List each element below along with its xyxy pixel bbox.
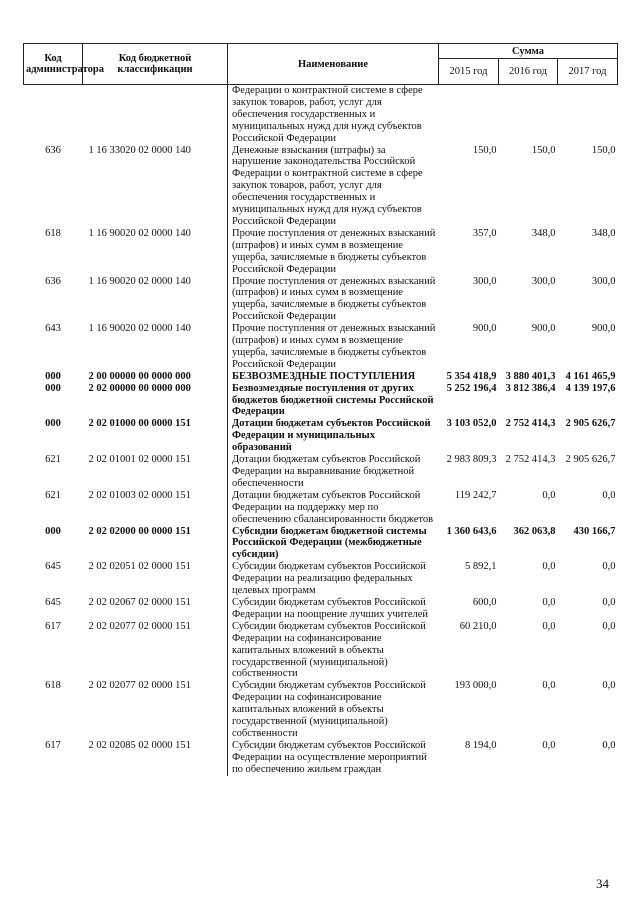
amount-2016-cell: 150,0 <box>531 144 556 156</box>
table-row <box>24 621 618 681</box>
amount-2015-cell: 357,0 <box>472 227 497 239</box>
amount-2017-cell: 0,0 <box>602 596 616 608</box>
amount-2015-cell: 5 252 196,4 <box>446 382 497 394</box>
table-row <box>24 383 618 419</box>
name-cell: Субсидии бюджетам субъектов Российской Федерации на поощрение лучших учителей <box>228 597 439 621</box>
header-year-2017: 2017 год <box>558 59 618 85</box>
admin-code-cell: 645 <box>45 596 61 608</box>
amount-2017-cell: 430 166,7 <box>573 525 616 537</box>
table-row <box>24 597 618 621</box>
name-cell: Дотации бюджетам субъектов Российской Федерации на выравнивание бюджетной обеспеченности <box>228 454 439 490</box>
name-cell: Безвозмездные поступления от других бюджетов бюджетной системы Российской Федерации <box>228 383 439 419</box>
admin-code-cell: 617 <box>45 620 61 632</box>
budget-code-cell: 2 02 02000 00 0000 151 <box>88 525 191 537</box>
amount-2016-cell: 0,0 <box>542 561 556 573</box>
table-row <box>24 228 618 276</box>
admin-code-cell: 000 <box>45 525 61 537</box>
header-admin-code: Код администратора <box>24 44 83 85</box>
amount-2015-cell: 119 242,7 <box>454 489 497 501</box>
table-row <box>24 418 618 454</box>
amount-2015-cell: 5 354 418,9 <box>446 370 497 382</box>
header-sum: Сумма <box>439 44 618 59</box>
budget-code-cell: 2 02 02085 02 0000 151 <box>88 739 191 751</box>
name-cell: Субсидии бюджетам субъектов Российской Федерации на реализацию федеральных целевых программ <box>228 561 439 597</box>
admin-code-cell: 000 <box>45 370 61 382</box>
table-body <box>24 85 618 776</box>
table-row <box>24 526 618 562</box>
name-cell: Федерации о контрактной системе в сфере закупок товаров, работ, услуг для обеспечения государственных и муниципальных нужд для нужд субъектов Российской Федерации <box>228 85 439 145</box>
admin-code-cell: 643 <box>45 323 61 335</box>
amount-2016-cell: 3 880 401,3 <box>505 370 556 382</box>
amount-2016-cell: 0,0 <box>542 596 556 608</box>
header-name: Наименование <box>228 44 439 85</box>
page-number: 34 <box>596 876 609 891</box>
name-cell: Дотации бюджетам субъектов Российской Федерации на поддержку мер по обеспечению сбалансированности бюджетов <box>228 490 439 526</box>
amount-2016-cell: 362 063,8 <box>513 525 556 537</box>
admin-code-cell <box>24 85 83 145</box>
amount-2015-cell: 3 103 052,0 <box>446 418 497 430</box>
admin-code-cell: 645 <box>45 561 61 573</box>
name-cell: Прочие поступления от денежных взысканий (штрафов) и иных сумм в возмещение ущерба, зачисляемые в бюджеты субъектов Российской Федерации <box>228 228 439 276</box>
amount-2015-cell <box>439 85 499 145</box>
amount-2015-cell: 300,0 <box>472 275 497 287</box>
amount-2015-cell: 900,0 <box>472 323 497 335</box>
budget-code-cell: 2 00 00000 00 0000 000 <box>88 370 191 382</box>
amount-2017-cell: 2 905 626,7 <box>565 454 616 466</box>
admin-code-cell: 636 <box>45 144 61 156</box>
amount-2016-cell: 2 752 414,3 <box>505 454 556 466</box>
amount-2017-cell: 0,0 <box>602 680 616 692</box>
name-cell: Субсидии бюджетам субъектов Российской Федерации на софинансирование капитальных вложений в объекты государственной (муниципальной) собственности <box>228 680 439 740</box>
table-row <box>24 490 618 526</box>
budget-code-cell: 2 02 02077 02 0000 151 <box>88 680 191 692</box>
budget-code-cell: 2 02 01000 00 0000 151 <box>88 418 191 430</box>
budget-code-cell: 2 02 02067 02 0000 151 <box>88 596 191 608</box>
amount-2016-cell: 0,0 <box>542 489 556 501</box>
amount-2017-cell: 150,0 <box>591 144 616 156</box>
header-year-2015: 2015 год <box>439 59 499 85</box>
table-row <box>24 454 618 490</box>
amount-2017-cell: 4 161 465,9 <box>565 370 616 382</box>
amount-2017-cell: 0,0 <box>602 739 616 751</box>
admin-code-cell: 618 <box>45 680 61 692</box>
budget-code-cell: 1 16 33020 02 0000 140 <box>88 144 191 156</box>
amount-2017-cell: 2 905 626,7 <box>565 418 616 430</box>
amount-2017-cell: 4 139 197,6 <box>565 382 616 394</box>
admin-code-cell: 000 <box>45 382 61 394</box>
amount-2017-cell: 348,0 <box>591 227 616 239</box>
amount-2015-cell: 8 194,0 <box>465 739 497 751</box>
name-cell: Прочие поступления от денежных взысканий (штрафов) и иных сумм в возмещение ущерба, зачисляемые в бюджеты субъектов Российской Федерации <box>228 276 439 324</box>
table-row <box>24 371 618 383</box>
name-cell: Субсидии бюджетам субъектов Российской Федерации на осуществление мероприятий по обеспечению жильем граждан <box>228 740 439 776</box>
amount-2016-cell: 0,0 <box>542 739 556 751</box>
amount-2015-cell: 60 210,0 <box>459 620 497 632</box>
amount-2015-cell: 1 360 643,6 <box>446 525 497 537</box>
table-row <box>24 85 618 145</box>
budget-code-cell: 2 02 01001 02 0000 151 <box>88 454 191 466</box>
budget-code-cell: 1 16 90020 02 0000 140 <box>88 323 191 335</box>
name-cell: Прочие поступления от денежных взысканий (штрафов) и иных сумм в возмещение ущерба, зачисляемые в бюджеты субъектов Российской Федерации <box>228 323 439 371</box>
table-row <box>24 740 618 776</box>
table-row <box>24 145 618 228</box>
amount-2017-cell: 900,0 <box>591 323 616 335</box>
name-cell: Денежные взыскания (штрафы) за нарушение законодательства Российской Федерации о контрактной системе в сфере закупок товаров, работ, услуг для обеспечения государственных и муниципальных нужд для нужд субъектов Российской Федерации <box>228 145 439 228</box>
name-cell: БЕЗВОЗМЕЗДНЫЕ ПОСТУПЛЕНИЯ <box>228 371 439 383</box>
header-budget-code: Код бюджетной классификации <box>83 44 228 85</box>
admin-code-cell: 621 <box>45 454 61 466</box>
amount-2017-cell: 300,0 <box>591 275 616 287</box>
amount-2016-cell: 0,0 <box>542 620 556 632</box>
budget-code-cell: 2 02 02051 02 0000 151 <box>88 561 191 573</box>
admin-code-cell: 636 <box>45 275 61 287</box>
budget-code-cell <box>83 85 228 145</box>
budget-code-cell: 1 16 90020 02 0000 140 <box>88 227 191 239</box>
amount-2015-cell: 2 983 809,3 <box>446 454 497 466</box>
amount-2016-cell: 300,0 <box>531 275 556 287</box>
amount-2015-cell: 600,0 <box>472 596 497 608</box>
amount-2016-cell <box>499 85 558 145</box>
amount-2017-cell <box>558 85 618 145</box>
amount-2016-cell: 900,0 <box>531 323 556 335</box>
header-year-2016: 2016 год <box>499 59 558 85</box>
document-page <box>23 43 617 776</box>
name-cell: Субсидии бюджетам бюджетной системы Российской Федерации (межбюджетные субсидии) <box>228 526 439 562</box>
amount-2017-cell: 0,0 <box>602 561 616 573</box>
amount-2016-cell: 3 812 386,4 <box>505 382 556 394</box>
amount-2017-cell: 0,0 <box>602 489 616 501</box>
admin-code-cell: 618 <box>45 227 61 239</box>
table-header <box>24 44 618 85</box>
table-row <box>24 323 618 371</box>
table-row <box>24 680 618 740</box>
table-row <box>24 561 618 597</box>
amount-2016-cell: 0,0 <box>542 680 556 692</box>
admin-code-cell: 621 <box>45 489 61 501</box>
amount-2017-cell: 0,0 <box>602 620 616 632</box>
amount-2016-cell: 348,0 <box>531 227 556 239</box>
amount-2015-cell: 5 892,1 <box>465 561 497 573</box>
table-row <box>24 276 618 324</box>
budget-revenue-table <box>23 43 618 776</box>
name-cell: Субсидии бюджетам субъектов Российской Федерации на софинансирование капитальных вложений в объекты государственной (муниципальной) собственности <box>228 621 439 681</box>
budget-code-cell: 2 02 01003 02 0000 151 <box>88 489 191 501</box>
budget-code-cell: 2 02 02077 02 0000 151 <box>88 620 191 632</box>
amount-2015-cell: 150,0 <box>472 144 497 156</box>
amount-2015-cell: 193 000,0 <box>454 680 497 692</box>
admin-code-cell: 000 <box>45 418 61 430</box>
name-cell: Дотации бюджетам субъектов Российской Федерации и муниципальных образований <box>228 418 439 454</box>
amount-2016-cell: 2 752 414,3 <box>505 418 556 430</box>
admin-code-cell: 617 <box>45 739 61 751</box>
budget-code-cell: 2 02 00000 00 0000 000 <box>88 382 191 394</box>
budget-code-cell: 1 16 90020 02 0000 140 <box>88 275 191 287</box>
